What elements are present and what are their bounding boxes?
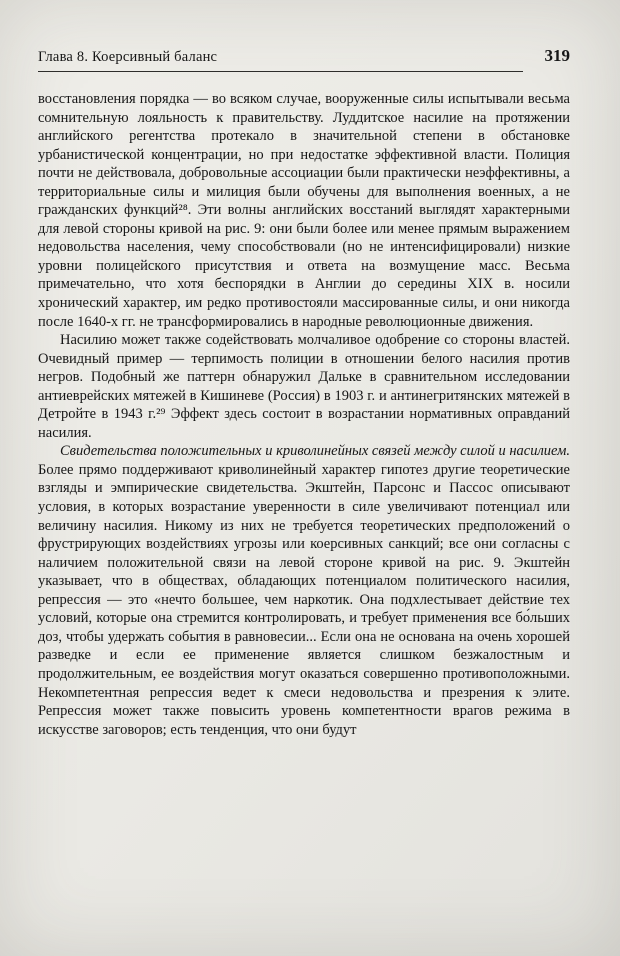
paragraph-2-text: Насилию может также содействовать молчаливое одобрение со стороны властей. Очевидный пример — терпимость полиции в отношении белого насилия против негров. Подобный же паттерн обнаружил Дальке в сравнительном исследовании антиеврейских мятежей в Кишиневе (Россия) в 1903 г. и антинегритянских мятежей в Детройте в 1943 г.²⁹ Эффект здесь состоит в возрастании нормативных оправданий насилия.: [38, 332, 570, 441]
paragraph-3-text: Более прямо поддерживают криволинейный характер гипотез другие теоретические взгляды и эмпирические свидетельства. Экштейн, Парсонс и Пассос описывают условия, в которых возрастание уверенности в силе увеличивают потенциал или величину насилия. Никому из них не требуется теоретических предположений о фрустрирующих воздействиях угрозы или коерсивных санкций; все они согласны с наличием положительной связи на левой стороне кривой на рис. 9. Экштейн указывает, что в обществах, обладающих потенциалом политического насилия, репрессия — это «нечто большее, чем наркотик. Она подхлестывает действие тех условий, которые она стремится контролировать, и требует применения все бо́льших доз, чтобы удержать события в равновесии... Если она не основана на очень хорошей разведке и если ее применение является слишком безжалостным и продолжительным, ее воздействия могут оказаться совершенно противоположными. Некомпетентная репрессия ведет к смеси недовольства и презрения к элите. Репрессия может также повысить уровень компетентности врагов режима в искусстве заговоров; есть тенденция, что они будут: [38, 461, 570, 738]
paragraph-2: [38, 331, 570, 442]
page-number: 319: [544, 46, 570, 65]
paragraph-3: [38, 442, 570, 739]
paragraph-1-text: восстановления порядка — во всяком случае, вооруженные силы испытывали весьма сомнительную лояльность к правительству. Луддитское насилие на протяжении английского регентства протекало в значительной степени в обстановке урбанистической концентрации, но при недостатке эффективной власти. Полиция почти не действовала, добровольные ассоциации были практически неэффективны, а территориальные силы и милиция были обучены для выполнения военных, а не гражданских функций²⁸. Эти волны английских восстаний выглядят характерными для левой стороны кривой на рис. 9: они были более или менее прямым выражением недовольства населения, чему способствовали (но не интенсифицировали) низкие уровни полицейского присутствия и ответа на возмущение масс. Весьма примечательно, что хотя беспорядки в Англии до середины XIX в. носили хронический характер, им редко противостояли массированные силы, и они никогда после 1640-х гг. не трансформировались в народные революционные движения.: [38, 91, 570, 330]
chapter-title: Глава 8. Коерсивный баланс: [38, 49, 218, 65]
running-head: [38, 46, 570, 72]
chapter-title-rule: [38, 48, 523, 72]
paragraph-1: [38, 90, 570, 331]
paragraph-3-lead-italic: Свидетельства положительных и криволинейных связей между силой и насилием.: [60, 443, 571, 460]
page-body: [38, 90, 570, 739]
